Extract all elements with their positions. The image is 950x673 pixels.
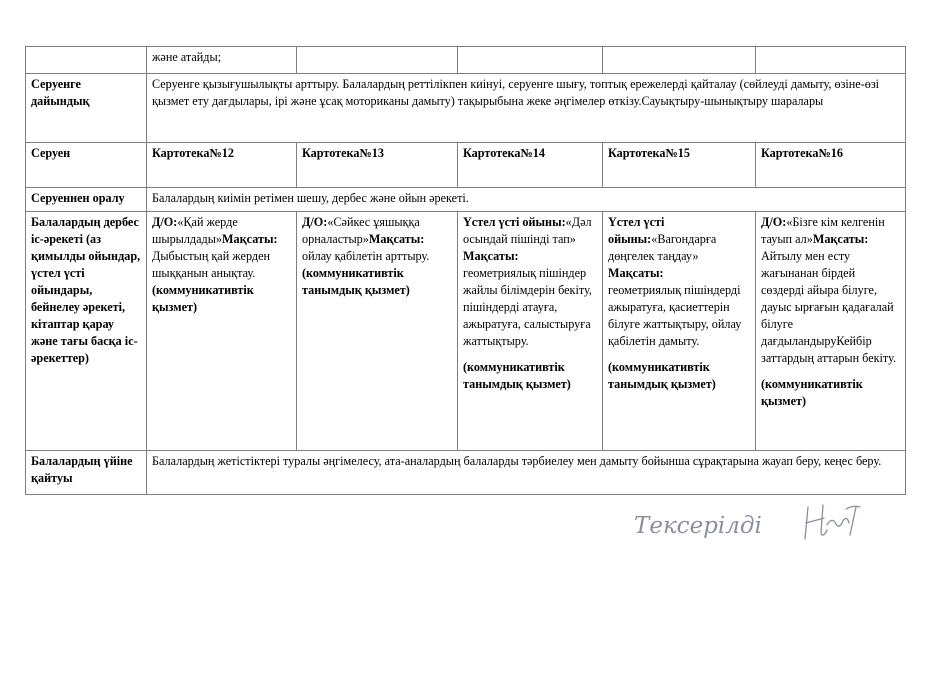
activity-area: (коммуникативтік танымдық қызмет) <box>302 266 410 297</box>
intro-empty-cell <box>756 47 906 74</box>
table-row-walk <box>26 143 906 188</box>
walk-card-cell: Картотека№16 <box>756 143 906 188</box>
daily-plan-table <box>25 46 906 495</box>
handwritten-signature <box>632 497 882 547</box>
return-label: Серуеннен оралу <box>26 188 147 212</box>
walk-prep-label: Серуенге дайындық <box>26 74 147 143</box>
return-text: Балалардың киімін ретімен шешу, дербес және ойын әрекеті. <box>147 188 906 212</box>
walk-card-cell: Картотека№15 <box>603 143 756 188</box>
activity-cell-3 <box>458 212 603 451</box>
activity-type: Д/О: <box>152 215 178 229</box>
intro-empty-cell <box>458 47 603 74</box>
intro-label-cell <box>26 47 147 74</box>
table-row-walk-prep <box>26 74 906 143</box>
activity-type: Үстел үсті ойыны: <box>463 215 566 229</box>
activity-type: Д/О: <box>761 215 787 229</box>
table-row-going-home <box>26 451 906 495</box>
activity-title: «Бізге кім келгенін тауып ал» <box>761 215 885 246</box>
activity-area: (коммуникативтік танымдық қызмет) <box>608 360 716 391</box>
activity-goal-label: Мақсаты: <box>812 232 869 246</box>
activity-goal: геометриялық пішіндер жайлы білімдерін бекіту, пішіндерді атауға, ажыратуға, салыстыруға жаттықтыру. <box>463 266 592 348</box>
activity-title: «Қай жерде шырылдады» <box>152 215 238 246</box>
signature-checked-text: Тексерілді <box>634 513 762 539</box>
activity-type: Үстел үсті ойыны: <box>608 215 665 246</box>
activity-goal: Дыбыстың қай жерден шыққанын анықтау. <box>152 249 271 280</box>
table-row-return <box>26 188 906 212</box>
activity-title: «Вагондарға дөңгелек таңдау» <box>608 232 717 263</box>
activity-cell-1 <box>147 212 297 451</box>
signature-scribble <box>805 505 860 539</box>
activity-area: (коммуникативтік қызмет) <box>152 283 254 314</box>
going-home-text: Балалардың жетістіктері туралы әңгімелесу, ата-аналардың балаларды тәрбиелеу мен дамыту бойынша сұрақтарына жауап беру, кеңес беру. <box>147 451 906 495</box>
walk-prep-text: Серуенге қызығушылықты арттыру. Балалардың реттілікпен киінуі, серуенге шығу, топтық ережелерді қайталау (сөйлеуді дамыту, өзіне-өзі қызмет ету дағдылары, ірі және ұсақ моториканы дамыту) тақырыбына жеке әңгімелер өткізу.Сауықтыру-шынықтыру шаралары <box>147 74 906 143</box>
walk-card-cell: Картотека№13 <box>297 143 458 188</box>
intro-empty-cell <box>297 47 458 74</box>
activity-area: (коммуникативтік қызмет) <box>761 377 863 408</box>
activity-goal-label: Мақсаты: <box>608 266 664 280</box>
activity-goal-label: Мақсаты: <box>368 232 425 246</box>
activity-title: «Сәйкес ұяшыққа орналастыр» <box>302 215 420 246</box>
going-home-label: Балалардың үйіне қайтуы <box>26 451 147 495</box>
walk-label: Серуен <box>26 143 147 188</box>
table-row-intro <box>26 47 906 74</box>
activity-cell-5 <box>756 212 906 451</box>
activity-goal: Айтылу мен есту жағынанан бірдей сөздерді айыра білуге, дауыс ырғағын қадағалай білуге дағдыландыруКейбір заттардың аттарын бекіту. <box>761 249 897 365</box>
activity-area: (коммуникативтік танымдық қызмет) <box>463 360 571 391</box>
intro-continuation-cell <box>147 47 297 74</box>
independent-activity-label: Балалардың дербес іс-әрекеті (аз қимылды ойындар, үстел үсті ойындары, бейнелеу әрекеті, кітаптар қарау және тағы басқа іс-әрекеттер) <box>26 212 147 451</box>
activity-goal-label: Мақсаты: <box>463 249 519 263</box>
activity-cell-2 <box>297 212 458 451</box>
walk-card-cell: Картотека№12 <box>147 143 297 188</box>
activity-goal: ойлау қабілетін арттыру. <box>302 249 430 263</box>
intro-continuation-text: және атайды; <box>152 50 222 64</box>
walk-card-cell: Картотека№14 <box>458 143 603 188</box>
activity-type: Д/О: <box>302 215 328 229</box>
activity-cell-4 <box>603 212 756 451</box>
activity-goal-label: Мақсаты: <box>222 232 278 246</box>
intro-empty-cell <box>603 47 756 74</box>
activity-goal: геометриялық пішіндерді ажыратуға, қасиеттерін білуге жаттықтыру, ойлау қабілетін дамыту. <box>608 283 742 348</box>
table-row-independent-activity <box>26 212 906 451</box>
activity-title: «Дәл осындай пішінді тап» <box>463 215 592 246</box>
